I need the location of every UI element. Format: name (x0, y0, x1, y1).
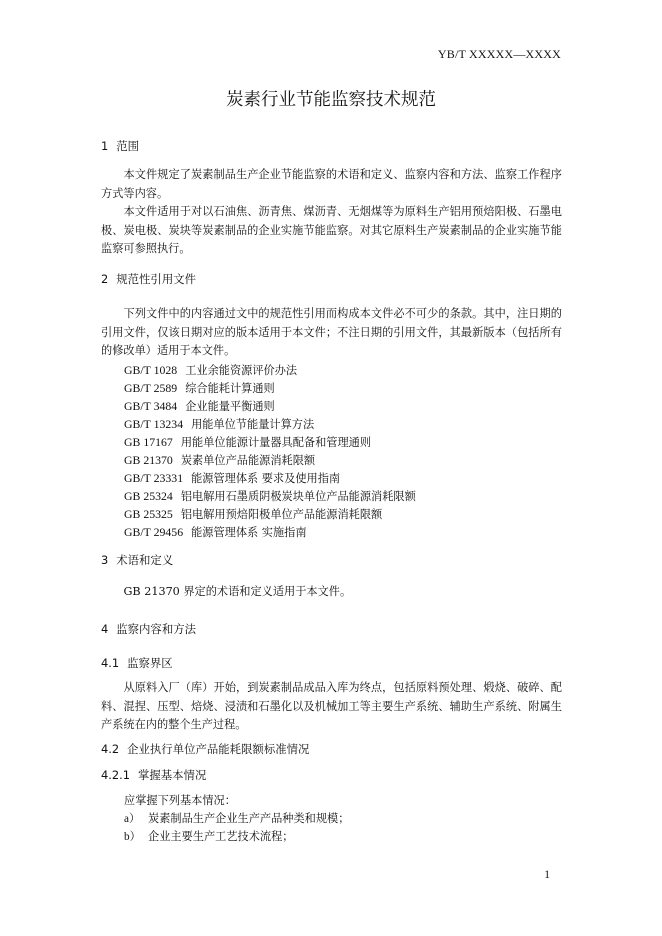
reference-item (124, 415, 564, 433)
subsection-heading-4-2 (101, 741, 309, 757)
reference-item (124, 451, 564, 469)
reference-name: 综合能耗计算通则 (185, 382, 275, 395)
list-item (124, 810, 349, 828)
reference-code: GB/T 13234 (124, 417, 184, 431)
reference-name: 工业余能资源评价办法 (185, 364, 298, 377)
subsection-heading-4-2-1 (101, 767, 206, 783)
reference-code: GB/T 2589 (124, 381, 178, 395)
reference-name: 炭素单位产品能源消耗限额 (180, 454, 316, 467)
reference-code: GB/T 1028 (124, 363, 178, 377)
reference-item (124, 487, 564, 505)
reference-item (124, 379, 564, 397)
section-number: 4.2 (101, 742, 120, 756)
section-number: 3 (101, 553, 109, 567)
page-number: 1 (544, 869, 550, 881)
reference-code: GB/T 29456 (124, 525, 184, 539)
reference-name: 用能单位节能量计算方法 (191, 418, 315, 431)
section-number: 2 (101, 272, 109, 286)
paragraph: 本文件适用于对以石油焦、沥青焦、煤沥青、无烟煤等为原料生产铝用预焙阳极、石墨电极、炭电极、炭块等炭素制品的企业实施节能监察。对其它原料生产炭素制品的企业实施节能监察可参照执行。 (101, 205, 562, 255)
section-title: 掌握基本情况 (137, 768, 207, 782)
reference-name: 能源管理体系 实施指南 (191, 526, 307, 539)
section-title: 规范性引用文件 (116, 272, 196, 286)
reference-code: GB/T 23331 (124, 471, 184, 485)
reference-item (124, 523, 564, 541)
section-title: 企业执行单位产品能耗限额标准情况 (127, 742, 310, 756)
reference-name: 用能单位能源计量器具配备和管理通则 (180, 436, 372, 449)
page-title: 炭素行业节能监察技术规范 (226, 90, 436, 110)
section-number: 4.1 (101, 656, 120, 670)
section-number: 4.2.1 (101, 768, 130, 782)
list-item-text: 企业主要生产工艺技术流程； (148, 830, 294, 843)
paragraph: 从原料入厂（库）开始，到炭素制品成品入库为终点，包括原料预处理、煅烧、破碎、配料、混捏、压型、焙烧、浸渍和石墨化以及机械加工等主要生产系统、辅助生产系统、附属生产系统在内的整个生产过程。 (101, 681, 562, 731)
section-heading-3 (101, 552, 173, 568)
reference-item (124, 433, 564, 451)
list-marker: b） (124, 831, 141, 843)
section-title: 监察界区 (127, 656, 173, 670)
reference-item (124, 397, 564, 415)
reference-name: 企业能量平衡通则 (185, 400, 275, 413)
section-title: 监察内容和方法 (116, 622, 196, 636)
list-item (124, 828, 293, 846)
reference-item (124, 469, 564, 487)
reference-name: 铝电解用石墨质阴极炭块单位产品能源消耗限额 (180, 490, 416, 503)
list-intro: 应掌握下列基本情况： (124, 794, 236, 807)
reference-code: GB 25325 (124, 507, 173, 521)
reference-code: GB 17167 (124, 435, 173, 449)
section-heading-1 (101, 138, 139, 154)
list-marker: a） (124, 813, 141, 825)
reference-item (124, 505, 564, 523)
section-number: 4 (101, 622, 109, 636)
paragraph: 下列文件中的内容通过文中的规范性引用而构成本文件必不可少的条款。其中，注日期的引用文件，仅该日期对应的版本适用于本文件；不注日期的引用文件，其最新版本（包括所有的修改单）适用于本文件。 (101, 307, 562, 357)
section-title: 术语和定义 (116, 553, 174, 567)
reference-code: GB/T 3484 (124, 399, 178, 413)
section-number: 1 (101, 139, 109, 153)
reference-code: GB 21370 (124, 453, 173, 467)
section-title: 范围 (116, 139, 140, 153)
reference-item (124, 361, 564, 379)
reference-name: 能源管理体系 要求及使用指南 (191, 472, 341, 485)
paragraph: 本文件规定了炭素制品生产企业节能监察的术语和定义、监察内容和方法、监察工作程序方式等内容。 (101, 168, 562, 200)
reference-name: 铝电解用预焙阳极单位产品能源消耗限额 (180, 508, 383, 521)
document-code: YB/T XXXXX—XXXX (437, 47, 561, 61)
reference-code: GB 25324 (124, 489, 173, 503)
section-heading-4 (101, 621, 196, 637)
section-heading-2 (101, 271, 196, 287)
list-item-text: 炭素制品生产企业生产产品种类和规模； (148, 812, 350, 825)
subsection-heading-4-1 (101, 655, 173, 671)
normative-reference-list (124, 361, 564, 541)
paragraph: GB 21370 界定的术语和定义适用于本文件。 (123, 585, 352, 598)
